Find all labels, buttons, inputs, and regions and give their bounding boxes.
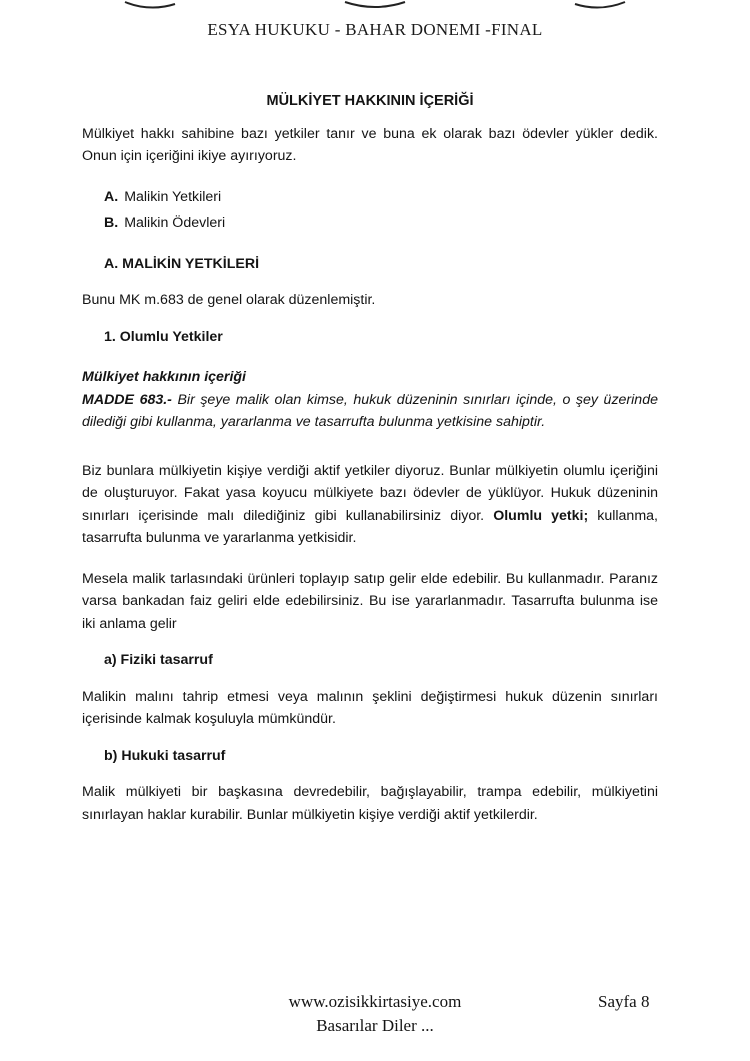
physical-disposition-text: Malikin malını tahrip etmesi veya malının şeklini değiştirmesi hukuk düzenin sınırları içerisinde kalmak koşuluyla mümkündür. (82, 688, 658, 727)
page-number: Sayfa 8 (598, 992, 650, 1011)
law-article (82, 389, 658, 434)
law-article-text: Bir şeye malik olan kimse, hukuk düzeninin sınırları içinde, o şey üzerinde dilediği gibi kullanma, yararlanma ve tasarrufta bulunma yetkisine sahiptir. (82, 391, 658, 430)
list-item-label: B. (104, 215, 119, 231)
paragraph-examples: Mesela malik tarlasındaki ürünleri toplayıp satıp gelir elde edebilir. Bu kullanmadır. Paranız varsa bankadan faiz geliri elde edebilirsiniz. Bu ise yararlanmadır. Tasarrufta bulunma ise iki anlama gelir (82, 570, 658, 632)
paragraph-text: Biz bunlara mülkiyetin kişiye verdiği aktif yetkiler diyoruz. Bunlar mülkiyetin olumlu içeriğini de oluşturuyor. Fakat yasa koyucu mülkiyete bazı ödevler de yüklüyor. Hukuk düzeninin sınırları içerisinde malı dilediğiniz gibi kullanabilirsiniz diyor. (82, 462, 658, 524)
legal-disposition-text: Malik mülkiyeti bir başkasına devredebilir, bağışlayabilir, trampa edebilir, mülkiyetini sınırlayan haklar kurabilir. Bunlar mülkiyetin kişiye verdiği aktif yetkilerdir. (82, 784, 658, 823)
law-title: Mülkiyet hakkının içeriği (82, 369, 246, 385)
list-item-text: Malikin Yetkileri (124, 188, 222, 205)
paragraph-active-powers (82, 460, 658, 550)
intro-paragraph: Mülkiyet hakkı sahibine bazı yetkiler tanır ve buna ek olarak bazı ödevler yükler dedik. Onun için içeriğini ikiye ayırıyoruz. (82, 125, 658, 164)
section-title: MÜLKİYET HAKKININ İÇERİĞİ (266, 93, 474, 109)
content-list (82, 186, 658, 235)
footer-website: www.ozisikkirtasiye.com (288, 992, 462, 1011)
physical-disposition-heading: a) Fiziki tasarruf (104, 652, 213, 668)
list-item-text: Malikin Ödevleri (124, 215, 226, 231)
mk-note: Bunu MK m.683 de genel olarak düzenlemiştir. (82, 292, 376, 308)
paragraph-text: kullanma, tasarrufta bulunma ve yararlanma yetkisidir. (82, 507, 658, 546)
footer-wishes: Basarılar Diler ... (316, 1016, 434, 1035)
subsection-heading: A. MALİKİN YETKİLERİ (104, 255, 260, 272)
document-header: ESYA HUKUKU - BAHAR DONEMI -FINAL (207, 20, 543, 39)
positive-powers-heading: 1. Olumlu Yetkiler (104, 328, 223, 345)
header-decoration (0, 0, 750, 14)
positive-power-term: Olumlu yetki; (493, 507, 589, 524)
list-item (104, 186, 658, 209)
list-item-label: A. (104, 188, 119, 205)
list-item (104, 212, 658, 235)
law-article-number: MADDE 683.- (82, 391, 172, 408)
page-content (82, 90, 658, 826)
legal-disposition-heading: b) Hukuki tasarruf (104, 747, 226, 764)
